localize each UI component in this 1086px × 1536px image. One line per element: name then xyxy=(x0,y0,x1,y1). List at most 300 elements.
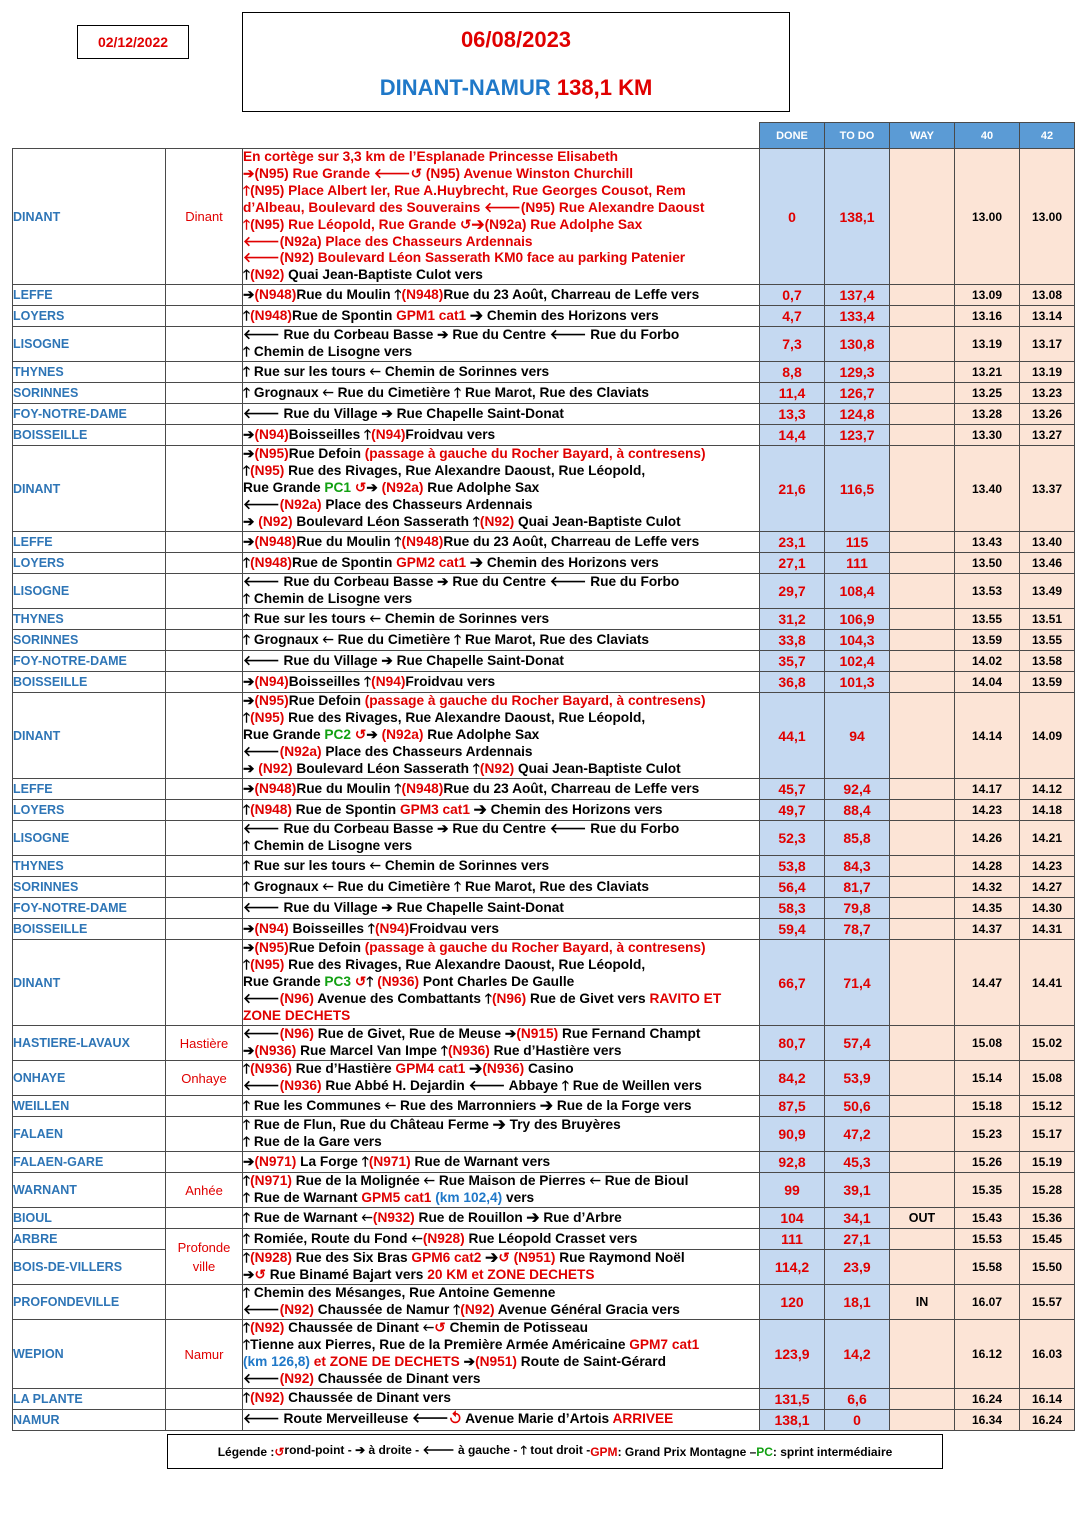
commune-cell xyxy=(166,672,243,693)
done-km-cell: 23,1 xyxy=(760,532,825,553)
itinerary-cell xyxy=(243,651,760,672)
time-40-cell: 15.14 xyxy=(955,1061,1020,1096)
way-cell xyxy=(890,1096,955,1117)
table-row xyxy=(13,1117,1075,1152)
itinerary-text: ➔ xyxy=(243,673,255,689)
time-42-cell: 16.14 xyxy=(1020,1388,1075,1409)
todo-km-cell: 129,3 xyxy=(825,362,890,383)
itinerary-text: GPM2 cat1 xyxy=(396,554,467,570)
todo-km-cell: 137,4 xyxy=(825,285,890,306)
itinerary-text: 🡑 Rue de Warnant xyxy=(243,1190,362,1206)
itinerary-cell xyxy=(243,630,760,651)
way-cell xyxy=(890,1250,955,1285)
itinerary-cell xyxy=(243,285,760,306)
itinerary-line xyxy=(243,611,759,628)
itinerary-cell xyxy=(243,1250,760,1285)
itinerary-text: (N92) xyxy=(250,267,285,283)
time-40-cell: 13.25 xyxy=(955,383,1020,404)
time-40-cell: 14.47 xyxy=(955,940,1020,1026)
itinerary-line xyxy=(243,1354,759,1371)
itinerary-text: Boulevard Léon Sasserath 🡑 xyxy=(292,514,480,530)
itinerary-text: Rue Abbé H. Dejardin 🡐 Abbaye 🡑 Rue de Weillen vers xyxy=(321,1078,702,1094)
commune-cell xyxy=(166,800,243,821)
way-cell xyxy=(890,285,955,306)
itinerary-cell xyxy=(243,1061,760,1096)
itinerary-text: ↺ xyxy=(498,1250,510,1266)
commune-cell xyxy=(166,532,243,553)
itinerary-text: Froidvau vers xyxy=(405,673,496,689)
itinerary-line xyxy=(243,710,759,727)
itinerary-line xyxy=(243,327,759,344)
table-row xyxy=(13,821,1075,856)
town-cell: LEFFE xyxy=(13,532,166,553)
itinerary-cell xyxy=(243,327,760,362)
itinerary-line xyxy=(243,1098,759,1115)
itinerary-text: 🡐 Rue du Corbeau Basse ➔ Rue du Centre 🡐 Rue du Forbo xyxy=(243,327,680,343)
commune-cell xyxy=(166,1285,243,1320)
itinerary-text: 🡐 xyxy=(243,1302,280,1318)
town-cell: FOY-NOTRE-DAME xyxy=(13,898,166,919)
itinerary-cell xyxy=(243,877,760,898)
done-km-cell: 0,7 xyxy=(760,285,825,306)
done-km-cell: 35,7 xyxy=(760,651,825,672)
commune-cell xyxy=(166,1409,243,1430)
itinerary-text: ➔ xyxy=(459,1354,476,1370)
itinerary-line xyxy=(243,534,759,551)
time-42-cell: 14.09 xyxy=(1020,693,1075,779)
itinerary-text: Route de Saint-Gérard xyxy=(516,1354,666,1370)
time-42-cell: 13.37 xyxy=(1020,446,1075,532)
itinerary-cell xyxy=(243,1208,760,1229)
itinerary-text: GPM1 cat1 xyxy=(396,307,467,323)
commune-cell xyxy=(166,1152,243,1173)
itinerary-text: (N92) xyxy=(258,514,293,530)
itinerary-text: (N92a) xyxy=(279,497,322,513)
todo-km-cell: 138,1 xyxy=(825,149,890,285)
town-cell: LOYERS xyxy=(13,306,166,327)
itinerary-text: PC1 xyxy=(324,480,352,496)
time-42-cell: 13.46 xyxy=(1020,553,1075,574)
time-42-cell: 15.36 xyxy=(1020,1208,1075,1229)
time-40-cell: 15.23 xyxy=(955,1117,1020,1152)
itinerary-text: ➔ xyxy=(465,1061,483,1077)
itinerary-text: (N915) xyxy=(516,1026,559,1042)
time-40-cell: 13.09 xyxy=(955,285,1020,306)
itinerary-text: (N948) xyxy=(254,286,297,302)
table-row xyxy=(13,532,1075,553)
itinerary-text: (N95) xyxy=(254,446,289,462)
legend xyxy=(167,1434,943,1469)
itinerary-cell xyxy=(243,856,760,877)
time-42-cell: 13.26 xyxy=(1020,404,1075,425)
itinerary-text: ➔ xyxy=(366,727,382,743)
todo-km-cell: 115 xyxy=(825,532,890,553)
town-cell: WEPION xyxy=(13,1320,166,1389)
town-cell: BOISSEILLE xyxy=(13,919,166,940)
itinerary-line xyxy=(243,200,759,217)
town-cell: DINANT xyxy=(13,940,166,1026)
itinerary-cell xyxy=(243,306,760,327)
table-row xyxy=(13,1229,1075,1250)
commune-cell xyxy=(166,1117,243,1152)
itinerary-cell xyxy=(243,693,760,779)
itinerary-text: (km 102,4) xyxy=(431,1190,503,1206)
table-row xyxy=(13,1320,1075,1389)
itinerary-line xyxy=(243,838,759,855)
table-row xyxy=(13,940,1075,1026)
itinerary-text: Froidvau vers xyxy=(405,426,496,442)
commune-cell xyxy=(166,940,243,1026)
time-42-cell: 13.08 xyxy=(1020,285,1075,306)
itinerary-cell xyxy=(243,1388,760,1409)
legend-text: ↺ xyxy=(274,1444,285,1459)
itinerary-text: ↺ xyxy=(254,1267,266,1283)
itinerary-text: 🡐 xyxy=(243,1078,280,1094)
itinerary-text: (N936) xyxy=(254,1043,297,1059)
itinerary-line xyxy=(243,1026,759,1043)
itinerary-text: (N92) xyxy=(460,1302,495,1318)
table-row xyxy=(13,609,1075,630)
done-km-cell: 123,9 xyxy=(760,1320,825,1389)
time-40-cell: 13.50 xyxy=(955,553,1020,574)
itinerary-text: 🡐 xyxy=(243,1026,280,1042)
done-km-cell: 120 xyxy=(760,1285,825,1320)
town-cell: NAMUR xyxy=(13,1409,166,1430)
itinerary-text: (N94) xyxy=(254,426,289,442)
itinerary-text: ➔ xyxy=(243,1267,255,1283)
table-row xyxy=(13,404,1075,425)
itinerary-text: (N948) xyxy=(250,801,292,817)
commune-cell xyxy=(166,1208,243,1229)
way-cell xyxy=(890,898,955,919)
town-cell: DINANT xyxy=(13,446,166,532)
itinerary-line xyxy=(243,364,759,381)
legend-text: PC xyxy=(756,1444,773,1459)
itinerary-line xyxy=(243,1117,759,1134)
commune-cell xyxy=(166,877,243,898)
itinerary-text: (N92) xyxy=(258,761,293,777)
itinerary-text: Rue Grande xyxy=(243,727,325,743)
table-row xyxy=(13,779,1075,800)
itinerary-line xyxy=(243,217,759,234)
itinerary-text: (N94) xyxy=(374,920,410,936)
legend-text: rond-point - ➔ à droite - 🡐 à gauche - 🡑 tout droit - xyxy=(284,1443,591,1457)
itinerary-text: (N936) xyxy=(447,1043,490,1059)
done-km-cell: 56,4 xyxy=(760,877,825,898)
time-42-cell: 13.00 xyxy=(1020,149,1075,285)
itinerary-cell xyxy=(243,362,760,383)
town-cell: DINANT xyxy=(13,149,166,285)
done-km-cell: 92,8 xyxy=(760,1152,825,1173)
itinerary-text: ➔ xyxy=(481,1250,499,1266)
itinerary-text: ➔ xyxy=(243,514,259,530)
todo-km-cell: 27,1 xyxy=(825,1229,890,1250)
itinerary-text: Avenue Général Gracia vers xyxy=(494,1302,680,1318)
way-cell xyxy=(890,327,955,362)
itinerary-line xyxy=(243,744,759,761)
time-40-cell: 13.00 xyxy=(955,149,1020,285)
route-name: DINANT-NAMUR xyxy=(379,75,551,100)
itinerary-line xyxy=(243,991,759,1008)
done-km-cell: 84,2 xyxy=(760,1061,825,1096)
itinerary-line xyxy=(243,1411,759,1428)
done-km-cell: 66,7 xyxy=(760,940,825,1026)
town-cell: FOY-NOTRE-DAME xyxy=(13,651,166,672)
time-40-cell: 15.35 xyxy=(955,1173,1020,1208)
itinerary-text: (N94) xyxy=(254,673,289,689)
itinerary-text: Rue de Givet vers xyxy=(526,991,650,1007)
itinerary-text: PC2 xyxy=(324,727,352,743)
time-40-cell: 13.53 xyxy=(955,574,1020,609)
itinerary-line xyxy=(243,1250,759,1267)
itinerary-text: Boulevard Léon Sasserath 🡑 xyxy=(292,761,480,777)
town-cell: BOISSEILLE xyxy=(13,425,166,446)
commune-cell: Profonde ville xyxy=(166,1229,243,1285)
itinerary-text: (passage à gauche du Rocher Bayard, à contresens) xyxy=(364,446,706,462)
itinerary-text: Casino xyxy=(524,1061,574,1077)
itinerary-line xyxy=(243,574,759,591)
time-42-cell: 13.19 xyxy=(1020,362,1075,383)
town-cell: SORINNES xyxy=(13,877,166,898)
itinerary-line xyxy=(243,183,759,200)
time-40-cell: 13.19 xyxy=(955,327,1020,362)
itinerary-line xyxy=(243,1173,759,1190)
itinerary-text: Chaussée de Namur 🡑 xyxy=(313,1302,461,1318)
itinerary-cell xyxy=(243,1409,760,1430)
itinerary-text: et ZONE DE DECHETS xyxy=(309,1354,460,1370)
way-cell xyxy=(890,630,955,651)
done-km-cell: 58,3 xyxy=(760,898,825,919)
table-row xyxy=(13,306,1075,327)
itinerary-text: (N92) xyxy=(250,1390,285,1406)
table-row xyxy=(13,1152,1075,1173)
way-cell xyxy=(890,1409,955,1430)
itinerary-text: ➔ xyxy=(366,480,382,496)
itinerary-line xyxy=(243,921,759,938)
itinerary-text: (N948) xyxy=(401,286,444,302)
itinerary-text: 🡐 Rue du Village ➔ Rue Chapelle Saint-Donat xyxy=(243,405,564,421)
commune-cell: Anhée xyxy=(166,1173,243,1208)
table-row xyxy=(13,651,1075,672)
itinerary-line xyxy=(243,781,759,798)
itinerary-text: Rue Grande xyxy=(243,974,325,990)
todo-km-cell: 101,3 xyxy=(825,672,890,693)
itinerary-line xyxy=(243,940,759,957)
itinerary-line xyxy=(243,858,759,875)
itinerary-text: Rue Raymond Noël xyxy=(555,1250,685,1266)
way-cell xyxy=(890,779,955,800)
time-42-cell: 13.55 xyxy=(1020,630,1075,651)
todo-km-cell: 85,8 xyxy=(825,821,890,856)
way-cell xyxy=(890,383,955,404)
commune-cell: Namur xyxy=(166,1320,243,1389)
column-header-42: 42 xyxy=(1020,123,1075,149)
itinerary-text: 🡑 Chemin des Mésanges, Rue Antoine Gemenne xyxy=(243,1285,556,1301)
way-cell xyxy=(890,446,955,532)
done-km-cell: 131,5 xyxy=(760,1388,825,1409)
itinerary-text: 🡑 xyxy=(243,554,251,570)
todo-km-cell: 47,2 xyxy=(825,1117,890,1152)
itinerary-line xyxy=(243,1371,759,1388)
itinerary-text: RAVITO ET xyxy=(649,991,722,1007)
commune-cell xyxy=(166,404,243,425)
itinerary-text: Avenue Marie d’Artois xyxy=(461,1411,613,1427)
itinerary-text: Boisseilles 🡑 xyxy=(288,426,372,442)
itinerary-text: (N92a) xyxy=(279,744,322,760)
itinerary-text: ➔ xyxy=(243,761,259,777)
itinerary-text: (N92a) xyxy=(381,480,424,496)
itinerary-cell xyxy=(243,1229,760,1250)
itinerary-text: (N95) xyxy=(250,463,285,479)
itinerary-text: ↺ xyxy=(351,727,367,743)
itinerary-line xyxy=(243,1008,759,1025)
itinerary-text: ➔ xyxy=(243,693,255,709)
town-cell: LA PLANTE xyxy=(13,1388,166,1409)
itinerary-text: vers xyxy=(502,1190,535,1206)
way-cell xyxy=(890,149,955,285)
itinerary-text: Rue du Moulin 🡑 xyxy=(296,286,402,302)
itinerary-text: 🡐(N92) Boulevard Léon Sasserath KM0 face au parking Patenier xyxy=(243,250,686,266)
itinerary-text: Rue des Six Bras xyxy=(291,1250,412,1266)
itinerary-text: (N928) xyxy=(250,1250,292,1266)
itinerary-text: (N948) xyxy=(250,554,292,570)
itinerary-text: ↺ xyxy=(351,974,367,990)
commune-cell xyxy=(166,306,243,327)
time-42-cell: 16.24 xyxy=(1020,1409,1075,1430)
itinerary-cell xyxy=(243,425,760,446)
itinerary-text: Rue d’Hastière xyxy=(291,1061,396,1077)
itinerary-text: 🡑 xyxy=(243,710,251,726)
itinerary-line xyxy=(243,344,759,361)
table-row xyxy=(13,1388,1075,1409)
town-cell: DINANT xyxy=(13,693,166,779)
done-km-cell: 104 xyxy=(760,1208,825,1229)
itinerary-text: PC3 xyxy=(324,974,352,990)
itinerary-line xyxy=(243,879,759,896)
todo-km-cell: 126,7 xyxy=(825,383,890,404)
time-40-cell: 13.30 xyxy=(955,425,1020,446)
todo-km-cell: 6,6 xyxy=(825,1388,890,1409)
itinerary-text: 🡐 Rue du Corbeau Basse ➔ Rue du Centre 🡐 Rue du Forbo xyxy=(243,821,680,837)
way-cell xyxy=(890,1388,955,1409)
itinerary-text: Rue Marcel Van Impe 🡑 xyxy=(296,1043,448,1059)
itinerary-text: 🡑 Romiée, Route du Fond 🡐 xyxy=(243,1230,423,1246)
commune-cell xyxy=(166,821,243,856)
itinerary-text: Rue des Rivages, Rue Alexandre Daoust, Rue Léopold, xyxy=(284,957,646,973)
itinerary-text: (N936) xyxy=(250,1061,292,1077)
time-40-cell: 13.55 xyxy=(955,609,1020,630)
commune-cell xyxy=(166,553,243,574)
commune-cell: Onhaye xyxy=(166,1061,243,1096)
itinerary-line xyxy=(243,1043,759,1060)
itinerary-line xyxy=(243,1390,759,1407)
todo-km-cell: 111 xyxy=(825,553,890,574)
itinerary-line xyxy=(243,385,759,402)
time-42-cell: 15.57 xyxy=(1020,1285,1075,1320)
route-table-body xyxy=(13,149,1075,1431)
itinerary-text: Rue d’Hastière vers xyxy=(489,1043,622,1059)
commune-cell xyxy=(166,285,243,306)
way-cell xyxy=(890,919,955,940)
done-km-cell: 27,1 xyxy=(760,553,825,574)
itinerary-text: 🡑 Grognaux 🡐 Rue du Cimetière 🡑 Rue Marot, Rue des Claviats xyxy=(243,631,650,647)
itinerary-text: La Forge 🡑 xyxy=(296,1153,369,1169)
table-row xyxy=(13,919,1075,940)
itinerary-cell xyxy=(243,919,760,940)
todo-km-cell: 34,1 xyxy=(825,1208,890,1229)
town-cell: LEFFE xyxy=(13,285,166,306)
itinerary-text: 20 KM et ZONE DECHETS xyxy=(427,1267,595,1283)
itinerary-text: Rue des Rivages, Rue Alexandre Daoust, Rue Léopold, xyxy=(284,710,646,726)
commune-cell xyxy=(166,425,243,446)
time-42-cell: 13.51 xyxy=(1020,609,1075,630)
commune-cell xyxy=(166,574,243,609)
itinerary-text: 🡐 xyxy=(243,1370,280,1386)
commune-cell xyxy=(166,693,243,779)
time-40-cell: 14.02 xyxy=(955,651,1020,672)
column-header-40: 40 xyxy=(955,123,1020,149)
way-cell xyxy=(890,651,955,672)
way-cell xyxy=(890,693,955,779)
itinerary-text: ➔ xyxy=(243,920,255,936)
done-km-cell: 7,3 xyxy=(760,327,825,362)
itinerary-text: 🡑 xyxy=(243,1061,251,1077)
itinerary-text: ➔ xyxy=(243,780,255,796)
time-42-cell: 13.27 xyxy=(1020,425,1075,446)
itinerary-line xyxy=(243,406,759,423)
itinerary-text: ➔ xyxy=(243,1153,255,1169)
table-row xyxy=(13,285,1075,306)
way-cell xyxy=(890,1026,955,1061)
itinerary-text: Rue du 23 Août, Charreau de Leffe vers xyxy=(443,780,700,796)
route-distance: 138,1 KM xyxy=(556,75,653,100)
itinerary-text: Froidvau vers xyxy=(409,920,499,936)
way-cell xyxy=(890,1061,955,1096)
itinerary-cell xyxy=(243,574,760,609)
itinerary-text: (N95) xyxy=(254,693,289,709)
time-40-cell: 14.04 xyxy=(955,672,1020,693)
town-cell: SORINNES xyxy=(13,383,166,404)
table-row xyxy=(13,1409,1075,1430)
todo-km-cell: 123,7 xyxy=(825,425,890,446)
town-cell: FALAEN xyxy=(13,1117,166,1152)
time-40-cell: 13.59 xyxy=(955,630,1020,651)
itinerary-text: (N948) xyxy=(401,780,444,796)
itinerary-text: Boisseilles 🡑 xyxy=(288,920,375,936)
itinerary-text: ➔ xyxy=(243,1043,255,1059)
done-km-cell: 87,5 xyxy=(760,1096,825,1117)
itinerary-text: ↺ xyxy=(351,480,367,496)
itinerary-text: Pont Charles De Gaulle xyxy=(419,974,575,990)
way-cell xyxy=(890,306,955,327)
itinerary-text: 🡐 xyxy=(243,744,280,760)
done-km-cell: 80,7 xyxy=(760,1026,825,1061)
itinerary-text: Rue du 23 Août, Charreau de Leffe vers xyxy=(443,533,700,549)
blank-header xyxy=(243,123,760,149)
table-row xyxy=(13,574,1075,609)
itinerary-text: Rue Grande xyxy=(243,480,325,496)
todo-km-cell: 104,3 xyxy=(825,630,890,651)
itinerary-text: (km 126,8) xyxy=(243,1354,310,1370)
todo-km-cell: 88,4 xyxy=(825,800,890,821)
itinerary-text: (N948) xyxy=(254,533,297,549)
way-cell xyxy=(890,532,955,553)
itinerary-text: 🡑 xyxy=(366,974,378,990)
itinerary-line xyxy=(243,674,759,691)
itinerary-text: (N92) xyxy=(479,761,515,777)
itinerary-cell xyxy=(243,446,760,532)
itinerary-line xyxy=(243,1154,759,1171)
